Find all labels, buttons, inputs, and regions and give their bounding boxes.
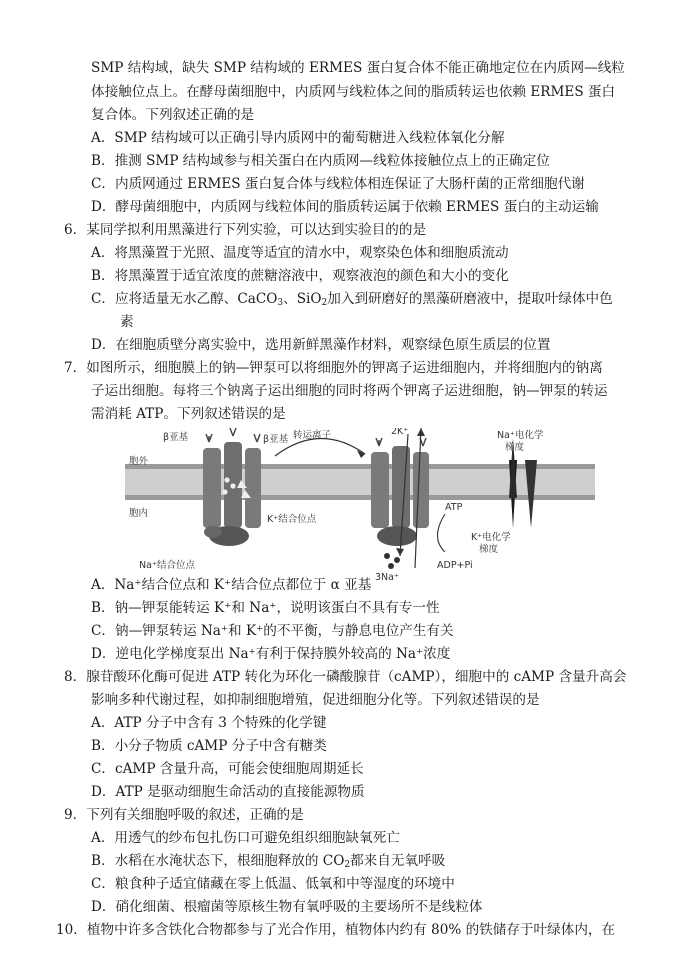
- q6-option-c-cont: 素: [120, 314, 134, 330]
- atp-label: ATP: [445, 502, 463, 513]
- left-pump: [203, 428, 261, 546]
- outside-label: 胞外: [129, 456, 149, 467]
- q7-option-b: B．钠—钾泵能转运 K⁺和 Na⁺，说明该蛋白不具有专一性: [91, 600, 440, 616]
- q6-c-pre: C．应将适量无水乙醇、CaCO: [91, 291, 278, 307]
- q9-stem: 9．下列有关细胞呼吸的叙述，正确的是: [64, 807, 304, 823]
- sodium-potassium-pump-figure: [125, 428, 595, 600]
- q5-option-c: C．内质网通过 ERMES 蛋白复合体与线粒体相连保证了大肠杆菌的正常细胞代谢: [91, 176, 585, 192]
- q5-stem-line-1: SMP 结构域，缺失 SMP 结构域的 ERMES 蛋白复合体不能正确地定位在内质网—线粒: [91, 60, 625, 76]
- alpha-subunit-label: [233, 428, 259, 429]
- q9-option-d: D．硝化细菌、根瘤菌等原核生物有氧呼吸的主要场所不是线粒体: [91, 899, 483, 915]
- q7-option-a: A．Na⁺结合位点和 K⁺结合位点都位于 α 亚基: [91, 577, 372, 593]
- q7-stem-line-2: 子运出细胞。每将三个钠离子运出细胞的同时将两个钾离子运进细胞，钠—钾泵的转运: [91, 383, 608, 399]
- q8-option-d: D．ATP 是驱动细胞生命活动的直接能源物质: [91, 784, 365, 800]
- q5-option-b: B．推测 SMP 结构域参与相关蛋白在内质网—线粒体接触位点上的正确定位: [91, 153, 550, 169]
- q9-b-sub: 2: [344, 860, 351, 870]
- pump-diagram-svg: [125, 428, 595, 588]
- q6-c-post: 加入到研磨好的黑藻研磨液中，提取叶绿体中色: [327, 291, 613, 307]
- na-binding-site-label: Na⁺结合位点: [139, 560, 195, 571]
- transport-arrow: [275, 438, 365, 456]
- q6-option-b: B．将黑藻置于适宜浓度的蔗糖溶液中，观察液泡的颜色和大小的变化: [91, 268, 509, 284]
- q8-option-b: B．小分子物质 cAMP 分子中含有糖类: [91, 738, 327, 754]
- q8-stem-line-2: 影响多种代谢过程，如抑制细胞增殖，促进细胞分化等。下列叙述错误的是: [91, 692, 540, 708]
- na-gradient-label-2: 梯度: [505, 442, 525, 453]
- q9-b-pre: B．水稻在水淹状态下，根细胞释放的 CO: [91, 853, 345, 869]
- k-gradient-label-2: 梯度: [479, 544, 499, 555]
- beta-subunit-left-label: β亚基: [163, 432, 189, 443]
- q6-c-sub2: 2: [321, 298, 328, 308]
- q8-option-a: A．ATP 分子中含有 3 个特殊的化学键: [91, 715, 327, 731]
- q5-stem-line-3: 复合体。下列叙述正确的是: [91, 107, 255, 123]
- q5-stem-line-2: 体接触位点上。在酵母菌细胞中，内质网与线粒体之间的脂质转运也依赖 ERMES 蛋白: [91, 84, 616, 100]
- q5-option-d: D．酵母菌细胞中，内质网与线粒体间的脂质转运属于依赖 ERMES 蛋白的主动运输: [91, 199, 599, 215]
- q9-option-a: A．用透气的纱布包扎伤口可避免组织细胞缺氧死亡: [91, 830, 400, 846]
- transport-ion-label: 转运离子: [293, 430, 332, 441]
- q9-option-b: [91, 852, 445, 871]
- q8-option-c: C．cAMP 含量升高，可能会使细胞周期延长: [91, 761, 364, 777]
- q7-stem-line-1: 7．如图所示，细胞膜上的钠—钾泵可以将细胞外的钾离子运进细胞内，并将细胞内的钠离: [64, 360, 603, 376]
- membrane-band: [125, 468, 595, 496]
- q7-option-d: D．逆电化学梯度泵出 Na⁺有利于保持膜外较高的 Na⁺浓度: [91, 646, 451, 662]
- atp-arrow: [438, 514, 446, 552]
- q6-option-d: D．在细胞质壁分离实验中，选用新鲜黑藻作材料，观察绿色原生质层的位置: [91, 337, 551, 353]
- q10-stem: 10．植物中许多含铁化合物都参与了光合作用，植物体内约有 80% 的铁储存于叶绿体内，在: [56, 922, 616, 938]
- q6-c-sub1: 3: [277, 298, 284, 308]
- q5-option-a: A．SMP 结构域可以正确引导内质网中的葡萄糖进入线粒体氧化分解: [91, 130, 505, 146]
- q6-c-mid: 、SiO: [283, 291, 322, 307]
- q6-option-c: [91, 290, 613, 309]
- membrane-outer-layer: [125, 464, 595, 469]
- adp-label: ADP+Pi: [437, 560, 473, 571]
- na-gradient-label-1: Na⁺电化学: [497, 430, 544, 441]
- q9-b-post: 都来自无氧呼吸: [350, 853, 446, 869]
- q8-stem-line-1: 8．腺苷酸环化酶可促进 ATP 转化为环化一磷酸腺苷（cAMP），细胞中的 cAMP 含量升高会: [64, 669, 627, 685]
- q7-stem-line-3: 需消耗 ATP。下列叙述错误的是: [91, 406, 286, 422]
- k-binding-site-label: K⁺结合位点: [267, 514, 317, 525]
- q9-option-c: C．粮食种子适宜储藏在零上低温、低氧和中等湿度的环境中: [91, 876, 455, 892]
- two-k-label: 2K⁺: [391, 428, 409, 437]
- inside-label: 胞内: [129, 508, 149, 519]
- q7-option-c: C．钠—钾泵转运 Na⁺和 K⁺的不平衡，与静息电位产生有关: [91, 623, 454, 639]
- q6-option-a: A．将黑藻置于光照、温度等适宜的清水中，观察染色体和细胞质流动: [91, 245, 509, 261]
- beta-subunit-right-label: β亚基: [263, 434, 289, 445]
- k-gradient-label-1: K⁺电化学: [471, 532, 511, 543]
- q6-stem: 6．某同学拟利用黑藻进行下列实验，可以达到实验目的的是: [64, 222, 427, 238]
- membrane-inner-layer: [125, 495, 595, 500]
- three-na-label: 3Na⁺: [375, 572, 399, 583]
